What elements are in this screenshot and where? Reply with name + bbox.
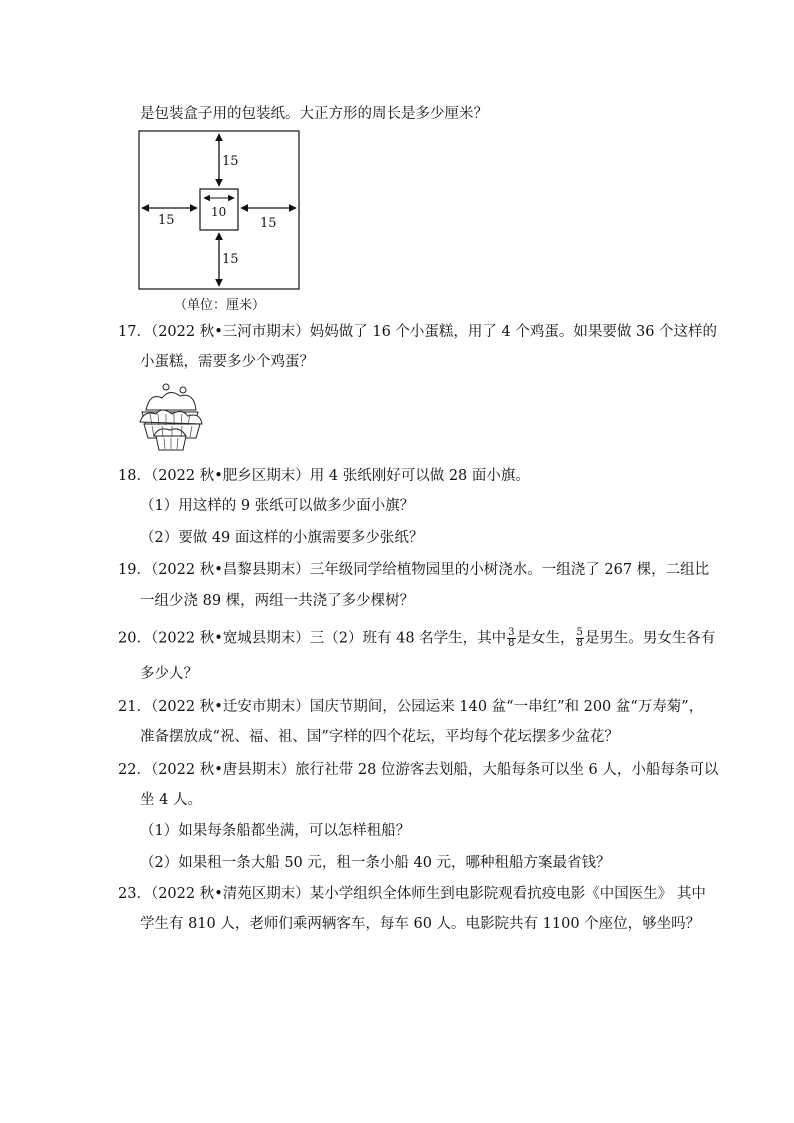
fraction-denominator: 8 <box>508 638 515 649</box>
square-diagram <box>136 128 306 293</box>
q20-text-c: 是男生。男女生各有 <box>584 630 716 647</box>
fraction-numerator: 3 <box>508 627 515 638</box>
cupcakes-image <box>136 380 206 452</box>
q19-line1: 19．（2022 秋•昌黎县期末）三年级同学给植物园里的小树浇水。一组浇了 267 棵，二组比 <box>118 562 710 578</box>
q23-line1: 23．（2022 秋•清苑区期末）某小学组织全体师生到电影院观看抗疫电影《中国医生》 其中 <box>118 886 706 902</box>
q22-line2: 坐 4 人。 <box>140 792 202 808</box>
q18-line1: 18．（2022 秋•肥乡区期末）用 4 张纸刚好可以做 28 面小旗。 <box>118 468 530 484</box>
q17-line2: 小蛋糕，需要多少个鸡蛋？ <box>140 354 314 370</box>
label-left: 15 <box>158 213 175 228</box>
q20-text-a: 20．（2022 秋•宽城县期末）三（2）班有 48 名学生，其中 <box>118 630 507 647</box>
q19-line2: 一组少浇 89 棵，两组一共浇了多少棵树？ <box>140 593 415 609</box>
fraction-three-eighths <box>507 628 515 649</box>
q20-line2: 多少人？ <box>140 666 198 682</box>
unit-caption: （单位：厘米） <box>174 298 266 313</box>
q17-line1: 17．（2022 秋•三河市期末）妈妈做了 16 个小蛋糕，用了 4 个鸡蛋。如果要做 36 个这样的 <box>118 324 718 340</box>
label-right: 15 <box>260 216 277 231</box>
q21-line1: 21．（2022 秋•迁安市期末）国庆节期间，公园运来 140 盆“一串红”和 200 盆“万寿菊”， <box>118 699 704 715</box>
q22-sub2: （2）如果租一条大船 50 元，租一条小船 40 元，哪种租船方案最省钱？ <box>140 855 611 871</box>
q18-sub1: （1）用这样的 9 张纸可以做多少面小旗？ <box>140 498 415 514</box>
q18-sub2: （2）要做 49 面这样的小旗需要多少张纸？ <box>140 530 424 546</box>
q21-line2: 准备摆放成“祝、福、祖、国”字样的四个花坛，平均每个花坛摆多少盆花？ <box>140 729 619 745</box>
q23-line2: 学生有 810 人，老师们乘两辆客车，每车 60 人。电影院共有 1100 个座位，够坐吗？ <box>140 916 701 932</box>
label-top: 15 <box>222 154 239 169</box>
label-bottom: 15 <box>222 252 239 267</box>
q22-sub1: （1）如果每条船都坐满，可以怎样租船？ <box>140 823 411 839</box>
q20-text-b: 是女生， <box>516 630 575 647</box>
label-center: 10 <box>211 205 227 219</box>
fraction-five-eighths <box>576 628 584 649</box>
q16-continuation: 是包装盒子用的包装纸。大正方形的周长是多少厘米？ <box>140 106 488 122</box>
fraction-denominator: 8 <box>576 638 583 649</box>
fraction-numerator: 5 <box>576 627 583 638</box>
q20-line1 <box>118 628 715 649</box>
q22-line1: 22．（2022 秋•唐县期末）旅行社带 28 位游客去划船，大船每条可以坐 6 人，小船每条可以 <box>118 762 719 778</box>
